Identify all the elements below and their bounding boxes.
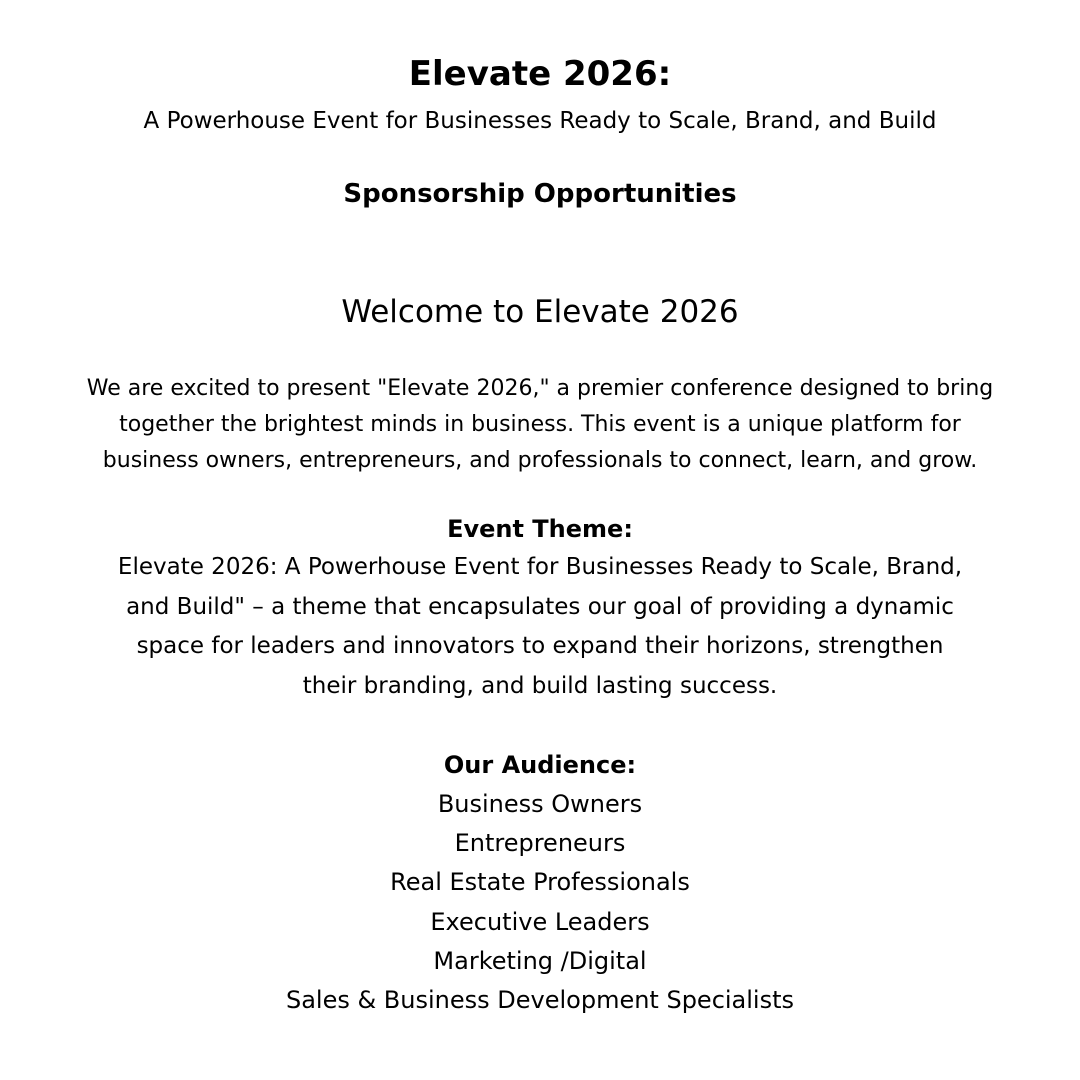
theme-line: their branding, and build lasting success. [302, 672, 778, 699]
audience-item: Entrepreneurs [454, 829, 626, 858]
theme-line: Elevate 2026: A Powerhouse Event for Businesses Ready to Scale, Brand, [117, 554, 963, 580]
audience-item: Sales & Business Development Specialists [285, 985, 795, 1014]
sponsorship-heading: Sponsorship Opportunities [343, 179, 737, 209]
event-theme-paragraph [40, 548, 1040, 706]
audience-item: Real Estate Professionals [390, 868, 690, 897]
audience-item: Executive Leaders [430, 907, 650, 936]
audience-item: Business Owners [437, 790, 643, 818]
intro-line: together the brightest minds in business. This event is a unique platform for [119, 412, 961, 437]
intro-line: business owners, entrepreneurs, and professionals to connect, learn, and grow. [102, 448, 978, 473]
intro-paragraph [0, 371, 1080, 479]
audience-heading: Our Audience: [443, 751, 637, 779]
theme-line: space for leaders and innovators to expand their horizons, strengthen [136, 633, 944, 659]
event-title: Elevate 2026: [408, 54, 672, 94]
audience-list [0, 785, 1080, 1020]
theme-line: and Build" – a theme that encapsulates our goal of providing a dynamic [126, 593, 954, 620]
audience-item: Marketing /Digital [433, 946, 647, 975]
event-theme-heading: Event Theme: [447, 515, 633, 543]
event-subtitle: A Powerhouse Event for Businesses Ready to Scale, Brand, and Build [143, 108, 937, 134]
welcome-heading: Welcome to Elevate 2026 [341, 294, 739, 330]
intro-line: We are excited to present "Elevate 2026," a premier conference designed to bring [86, 376, 994, 401]
